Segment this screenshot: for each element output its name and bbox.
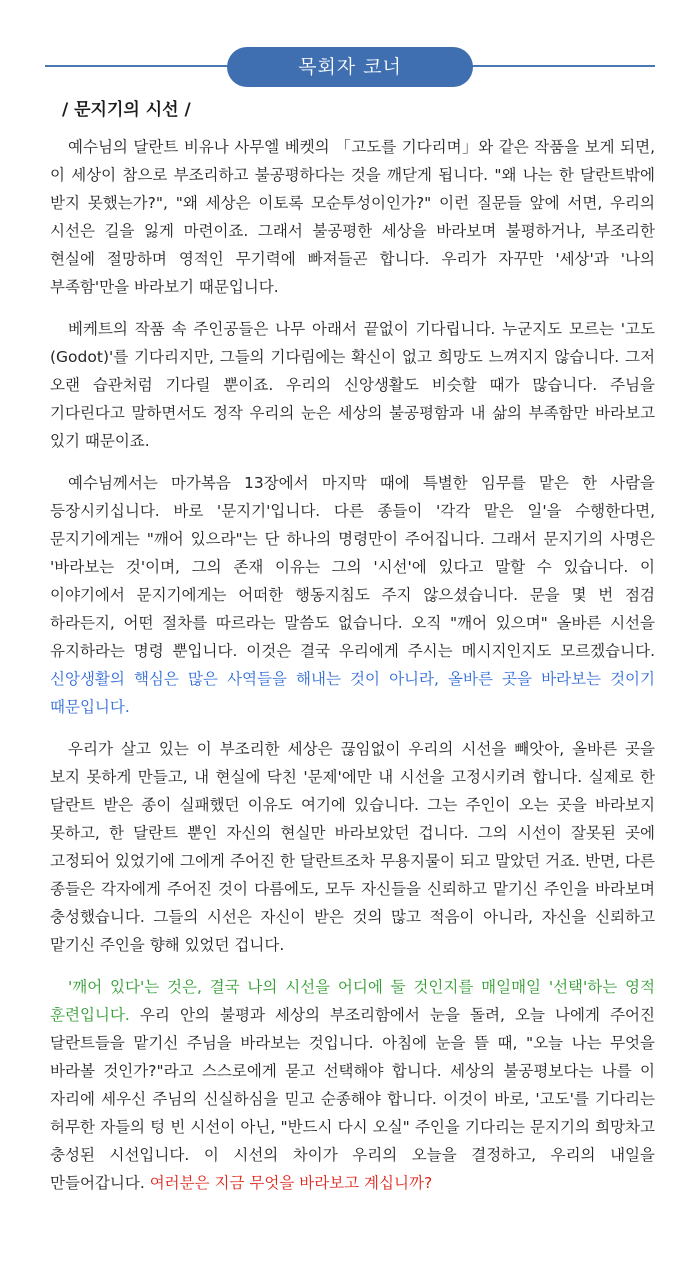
- highlight-text-blue: 신앙생활의 핵심은 많은 사역들을 해내는 것이 아니라, 올바른 곳을 바라보는 것이기 때문입니다.: [50, 670, 655, 716]
- article-subtitle: / 문지기의 시선 /: [62, 100, 191, 120]
- paragraph-text: 우리 안의 불평과 세상의 부조리함에서 눈을 돌려, 오늘 나에게 주어진 달란트들을 맡기신 주님을 바라보는 것입니다. 아침에 눈을 뜰 때, "오늘 나는 무엇을 바라볼 것인가?"라고 스스로에게 묻고 선택해야 합니다. 세상의 불공평보다는 나를 이 자리에 세우신 주님의 신실하심을 믿고 순종해야 합니다. 이것이 바로, '고도'를 기다리는 허무한 자들의 텅 빈 시선이 아닌, "반드시 다시 오실" 주인을 기다리는 문지기의 희망차고 충성된 시선입니다. 이 시선의 차이가 우리의 오늘을 결정하고, 우리의 내일을 만들어갑니다.: [50, 1006, 655, 1192]
- paragraph-text: 우리가 살고 있는 이 부조리한 세상은 끊임없이 우리의 시선을 빼앗아, 올바른 곳을 보지 못하게 만들고, 내 현실에 닥친 '문제'에만 내 시선을 고정시키려 합니다. 실제로 한 달란트 받은 종이 실패했던 이유도 여기에 있습니다. 그는 주인이 오는 곳을 바라보지 못하고, 한 달란트 뿐인 자신의 현실만 바라보았던 겁니다. 그의 시선이 잘못된 곳에 고정되어 있었기에 그에게 주어진 한 달란트조차 무용지물이 되고 말았던 거죠. 반면, 다른 종들은 각자에게 주어진 것이 다름에도, 모두 자신들을 신뢰하고 맡기신 주인을 바라보며 충성했습니다. 그들의 시선은 자신이 받은 것의 많고 적음이 아니라, 자신을 신뢰하고 맡기신 주인을 향해 있었던 겁니다.: [50, 740, 655, 954]
- paragraph-4: [50, 735, 655, 959]
- paragraph-text: 예수님의 달란트 비유나 사무엘 베켓의 「고도를 기다리며」와 같은 작품을 보게 되면, 이 세상이 참으로 부조리하고 불공평하다는 것을 깨닫게 됩니다. "왜 나는 한 달란트밖에 받지 못했는가?", "왜 세상은 이토록 모순투성이인가?" 이런 질문들 앞에 서면, 우리의 시선은 길을 잃게 마련이죠. 그래서 불공평한 세상을 바라보며 불평하거나, 부조리한 현실에 절망하며 영적인 무기력에 빠져들곤 합니다. 우리가 자꾸만 '세상'과 '나의 부족함'만을 바라보기 때문입니다.: [50, 138, 655, 296]
- paragraph-2: [50, 315, 655, 455]
- paragraph-3: [50, 469, 655, 721]
- highlight-text-green: '깨어 있다'는 것은, 결국 나의 시선을 어디에 둘 것인지를 매일매일 '선택'하는 영적 훈련입니다.: [50, 978, 655, 1024]
- closing-question: 여러분은 지금 무엇을 바라보고 계십니까?: [144, 1174, 433, 1192]
- section-title-badge: [227, 47, 473, 87]
- paragraph-5: [50, 973, 655, 1197]
- article: [50, 95, 655, 1197]
- paragraph-1: [50, 133, 655, 301]
- paragraph-text: 예수님께서는 마가복음 13장에서 마지막 때에 특별한 임무를 맡은 한 사람을 등장시키십니다. 바로 '문지기'입니다. 다른 종들이 '각각 맡은 일'을 수행한다면, 문지기에게는 "깨어 있으라"는 단 하나의 명령만이 주어집니다. 그래서 문지기의 사명은 '바라보는 것'이며, 그의 존재 이유는 그의 '시선'에 있다고 말할 수 있습니다. 이 이야기에서 문지기에게는 어떠한 행동지침도 주지 않으셨습니다. 문을 몇 번 점검 하라든지, 어떤 절차를 따르라는 말씀도 없습니다. 오직 "깨어 있으며" 올바른 시선을 유지하라는 명령 뿐입니다. 이것은 결국 우리에게 주시는 메시지인지도 모르겠습니다.: [50, 474, 655, 660]
- paragraph-text: 베케트의 작품 속 주인공들은 나무 아래서 끝없이 기다립니다. 누군지도 모르는 '고도(Godot)'를 기다리지만, 그들의 기다림에는 확신이 없고 희망도 느껴지지 않습니다. 그저 오랜 습관처럼 기다릴 뿐이죠. 우리의 신앙생활도 비슷할 때가 많습니다. 주님을 기다린다고 말하면서도 정작 우리의 눈은 세상의 불공평함과 내 삶의 부족함만 바라보고 있기 때문이죠.: [50, 320, 655, 450]
- section-title: 목회자 코너: [298, 56, 402, 78]
